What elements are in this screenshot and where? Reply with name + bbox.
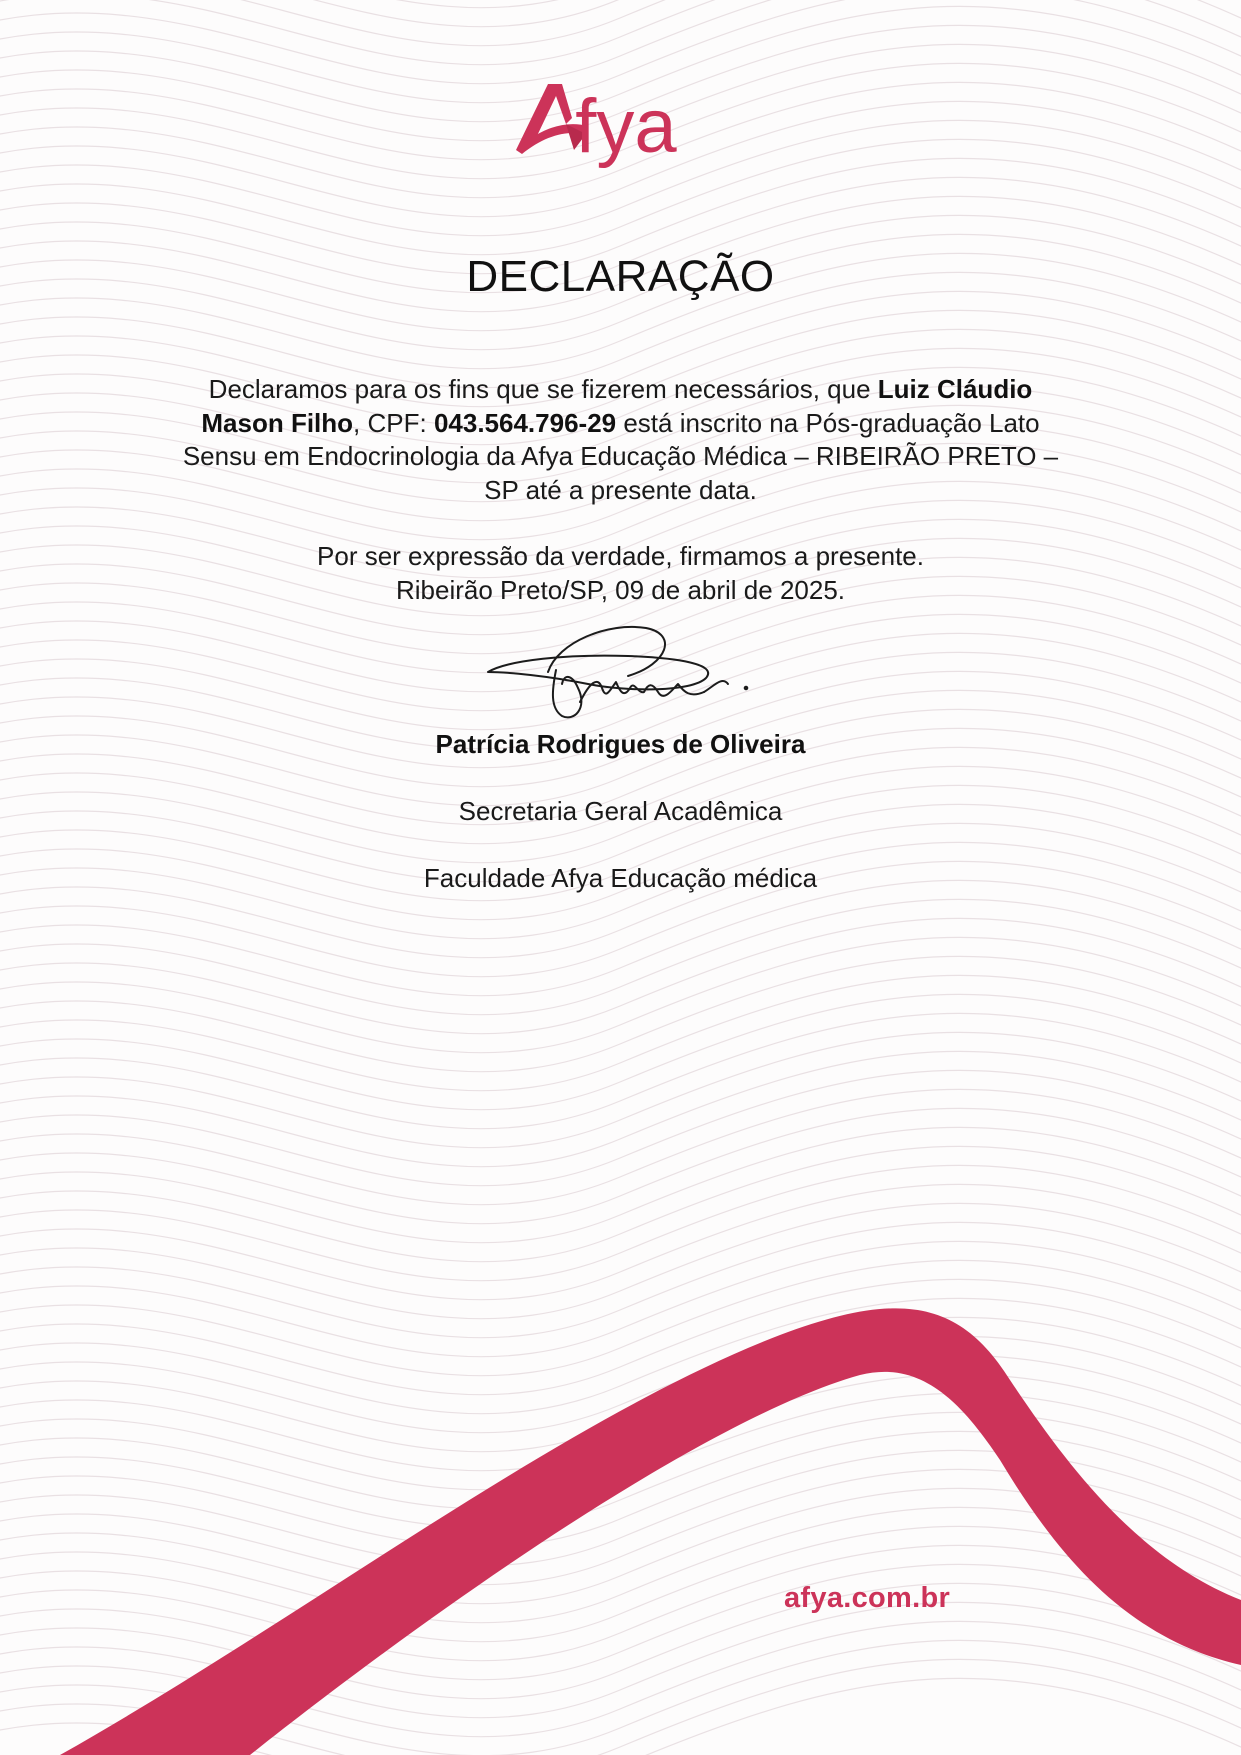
cpf-value: 043.564.796-29 <box>433 407 617 438</box>
body-intro: Declaramos para os fins que se fizerem necessários, que <box>208 374 878 404</box>
student-name: Luiz Cláudio Mason Filho <box>201 374 1033 438</box>
signer-institution: Faculdade Afya Educação médica <box>423 863 818 893</box>
signer-role: Secretaria Geral Acadêmica <box>458 796 783 826</box>
closing-statement: Por ser expressão da verdade, firmamos a presente. <box>317 541 924 571</box>
place-and-date: Ribeirão Preto/SP, 09 de abril de 2025. <box>395 575 846 605</box>
website-url: afya.com.br <box>784 1582 951 1614</box>
course-text: está inscrito na Pós-graduação Lato Sensu em Endocrinologia da Afya Educação Médica – RIBEIRÃO PRETO – SP até a presente data. <box>182 407 1059 505</box>
signer-name: Patrícia Rodrigues de Oliveira <box>435 729 806 759</box>
cpf-label: , CPF: <box>353 407 434 438</box>
page-title: DECLARAÇÃO <box>466 252 775 301</box>
afya-logo-wordmark: fya <box>575 84 677 169</box>
